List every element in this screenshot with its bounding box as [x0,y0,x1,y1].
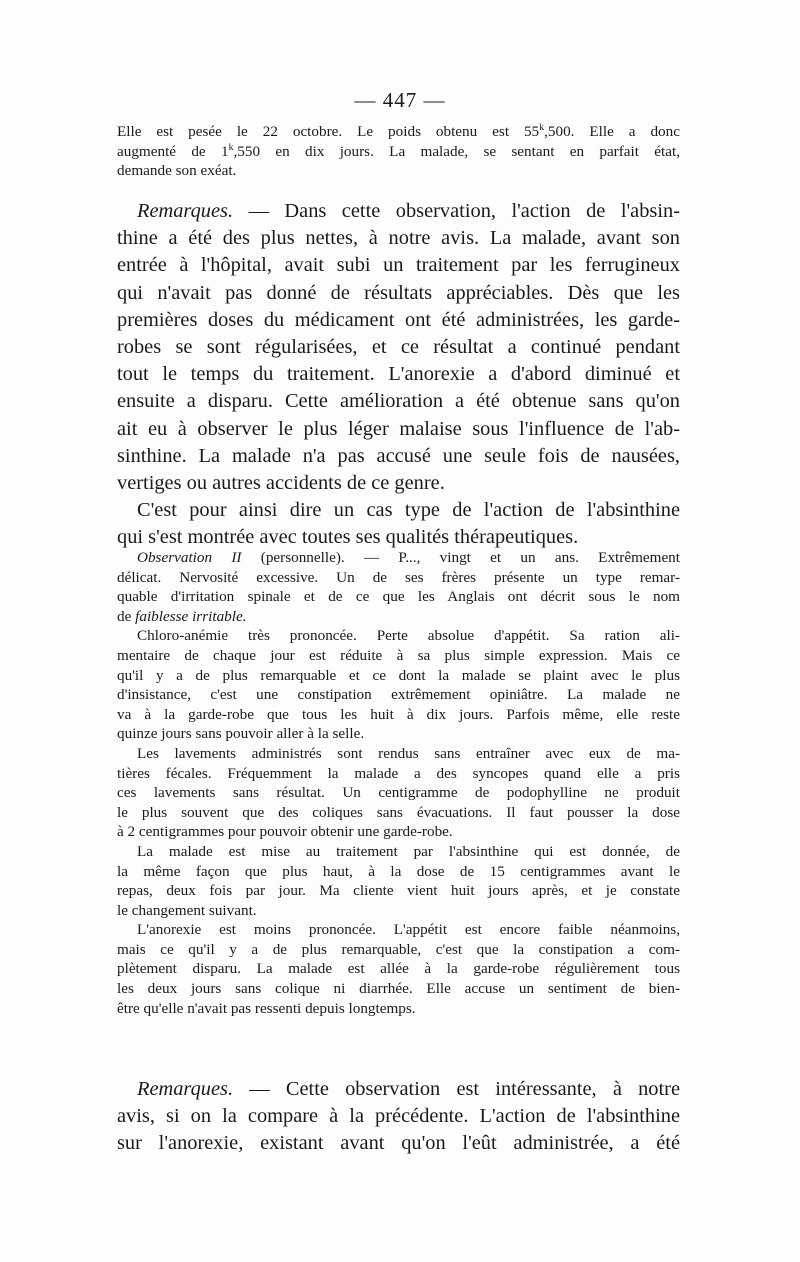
text-line: à 2 centigrammes pour pouvoir obtenir une garde-robe. [117,823,453,841]
text-line: tières fécales. Fréquemment la malade a des syncopes quand elle a pris [117,764,680,782]
text-fragment: ,500. Elle a donc [544,123,680,140]
observation-ii [117,548,680,1018]
text-line: d'insistance, c'est une constipation extrêmement opiniâtre. La malade ne [117,686,680,704]
remarks-heading: Remarques. [137,1078,234,1100]
page-number: — 447 — [354,88,446,112]
text-line: tout le temps du traitement. L'anorexie a d'abord diminué et [117,363,680,386]
text-line: le changement suivant. [117,901,257,919]
superscript: k [539,121,545,133]
text-line: plètement disparu. La malade est allée à la garde-robe régulièrement tous [117,960,680,978]
text-line: demande son exéat. [117,162,237,180]
remarks-heading: Remarques. [137,200,234,222]
text-line: qui s'est montrée avec toutes ses qualités thérapeutiques. [117,526,579,549]
text-line: sinthine. La malade n'a pas accusé une seule fois de nausées, [117,444,680,467]
text-line: entrée à l'hôpital, avait subi un traitement par les ferrugineux [117,254,680,277]
text-line: Les lavements administrés sont rendus sans entraîner avec eux de ma- [137,744,680,762]
text-line: ait eu à observer le plus léger malaise sous l'influence de l'ab- [117,417,680,440]
text-line: sur l'anorexie, existant avant qu'on l'eût administrée, a été [117,1132,680,1155]
text-line: C'est pour ainsi dire un cas type de l'action de l'absinthine [137,499,680,522]
text-line: ces lavements sans résultat. Un centigramme de podophylline ne produit [117,784,680,802]
text-line: le plus souvent que des coliques sans évacuations. Il faut pousser la dose [117,803,680,821]
text-line [117,548,680,568]
text-line: mais ce qu'il y a de plus remarquable, c'est que la constipation a com- [117,940,680,958]
closing-paragraph [117,122,680,181]
text-line: quable d'irritation spinale et de ce que les Anglais ont décrit sous le nom [117,588,680,606]
text-fragment: Elle est pesée le 22 octobre. Le poids obtenu est 55 [117,123,540,140]
remarks-section-2 [117,1076,680,1158]
italic-term: faiblesse irritable. [135,607,247,625]
text-line: premières doses du médicament ont été administrées, les garde- [117,308,680,331]
text-line: la même façon que plus haut, à la dose de 15 centigrammes avant le [117,862,680,880]
remarks-section-1 [117,198,680,552]
text-line [117,607,680,627]
text-line: qu'il y a de plus remarquable et ce dont la malade se plaint avec le plus [117,666,680,684]
text-line: L'anorexie est moins prononcée. L'appétit est encore faible néanmoins, [137,921,680,939]
text-fragment: de [117,607,136,625]
text-fragment: — Dans cette observation, l'action de l'absin- [233,200,680,222]
text-line: ensuite a disparu. Cette amélioration a été obtenue sans qu'on [117,390,680,413]
text-line: être qu'elle n'avait pas ressenti depuis longtemps. [117,999,416,1017]
text-line [117,1076,680,1103]
text-line: les deux jours sans colique ni diarrhée. Elle accuse un sentiment de bien- [117,980,680,998]
text-line: thine a été des plus nettes, à notre avis. La malade, avant son [117,227,680,250]
text-fragment: augmenté de 1 [117,142,229,160]
text-line [117,142,680,162]
text-line: vertiges ou autres accidents de ce genre. [117,472,445,495]
text-line [117,122,680,142]
text-line [117,198,680,225]
text-fragment: — Cette observation est intéressante, à notre [233,1078,680,1100]
text-fragment: (personnelle). — P..., vingt et un ans. Extrêmement [241,549,680,566]
text-line: robes se sont régularisées, et ce résultat a continué pendant [117,336,680,359]
superscript: k [228,141,234,153]
text-line: mentaire de chaque jour est réduite à sa plus simple expression. Mais ce [117,646,680,664]
text-line: avis, si on la compare à la précédente. L'action de l'absinthine [117,1105,680,1128]
text-line: Chloro-anémie très prononcée. Perte absolue d'appétit. Sa ration ali- [137,627,680,645]
text-fragment: ,550 en dix jours. La malade, se sentant en parfait état, [233,142,680,160]
text-line: délicat. Nervosité excessive. Un de ses frères présente un type remar- [117,568,680,586]
text-line: va à la garde-robe que tous les huit à dix jours. Parfois même, elle reste [117,705,680,723]
observation-heading: Observation II [137,549,242,566]
text-line: repas, deux fois par jour. Ma cliente vient huit jours après, et je constate [117,882,680,900]
text-line: quinze jours sans pouvoir aller à la selle. [117,725,365,743]
text-line: La malade est mise au traitement par l'absinthine qui est donnée, de [137,842,680,860]
text-line: qui n'avait pas donné de résultats appréciables. Dès que les [117,281,680,304]
